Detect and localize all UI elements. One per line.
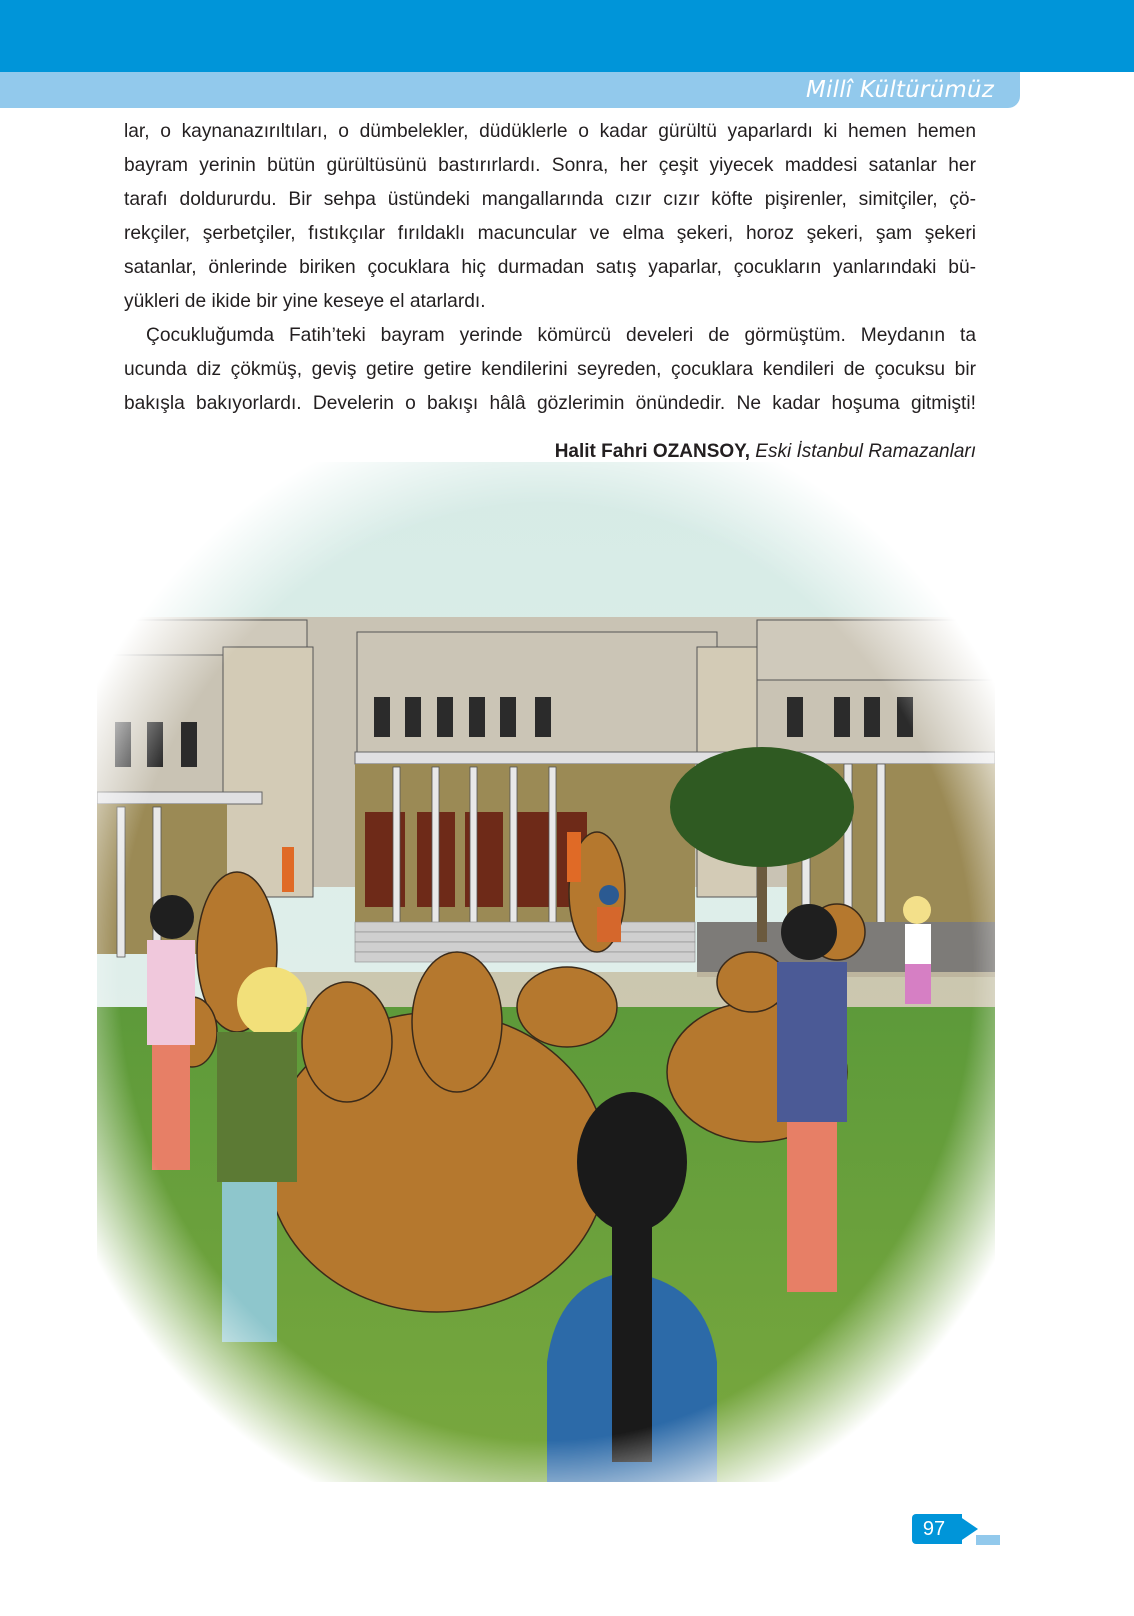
header-bar [0, 0, 1134, 72]
text-line: rekçiler, şerbetçiler, fıstıkçılar fırıldaklı macuncular ve elma şekeri, horoz şekeri, şam şekeri [124, 223, 976, 244]
text-line: ucunda diz çökmüş, geviş getire getire kendilerini seyreden, çocuklara kendileri de çocuksu bir [124, 359, 976, 380]
text-line: satanlar, önlerinde biriken çocuklara hiç durmadan satış yaparlar, çocukların yanlarındaki bü- [124, 257, 976, 278]
text-line: bayram yerinin bütün gürültüsünü bastırırlardı. Sonra, her çeşit yiyecek maddesi satanlar her [124, 155, 976, 176]
text-line: lar, o kaynanazırıltıları, o dümbelekler, düdüklerle o kadar gürültü yaparlardı ki hemen hemen [124, 121, 976, 142]
text-line: yükleri de ikide bir yine keseye el atarlardı. [124, 291, 486, 312]
page-tab-arrow [956, 1514, 978, 1544]
text-line: bakışla bakıyorlardı. Develerin o bakışı hâlâ gözlerimin önündedir. Ne kadar hoşuma gitmişti! [124, 393, 976, 414]
text-line: Çocukluğumda Fatih’teki bayram yerinde kömürcü develeri de görmüştüm. Meydanın ta [146, 325, 976, 346]
citation-work: Eski İstanbul Ramazanları [755, 441, 976, 462]
chapter-title: Millî Kültürümüz [805, 77, 994, 103]
body-text [124, 115, 976, 421]
illustration-camels-scene [97, 462, 995, 1482]
text-line: tarafı doldururdu. Bir sehpa üstündeki mangallarında cızır cızır köfte pişirenler, simitçiler, çö- [124, 189, 976, 210]
citation-author: Halit Fahri OZANSOY, [554, 441, 750, 462]
page-number: 97 [912, 1514, 956, 1544]
page-tab-accent [976, 1535, 1000, 1545]
